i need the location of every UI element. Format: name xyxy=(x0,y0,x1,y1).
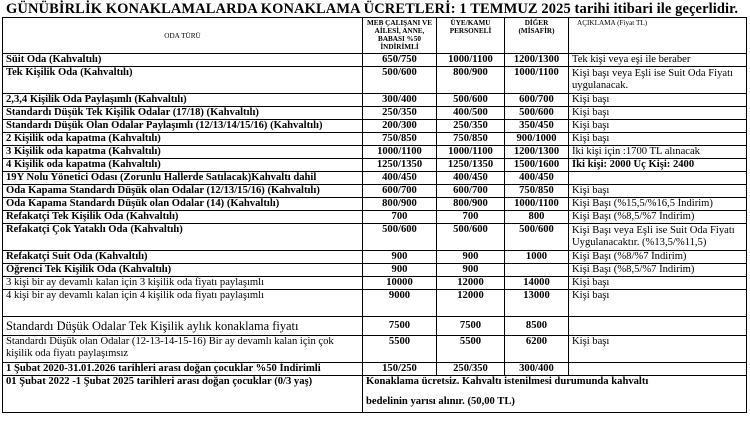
header-description: AÇIKLAMA (Fiyat TL) xyxy=(569,18,747,54)
row-member: 400/450 xyxy=(437,172,505,185)
row-desc xyxy=(569,317,747,336)
row-name: 4 kişi bir ay devamlı kalan için 4 kişilik oda fiyatı paylaşımlı xyxy=(3,290,363,317)
row-desc: Kişi başı xyxy=(569,277,747,290)
row-member: 900 xyxy=(437,264,505,277)
row-desc: Kişi başı xyxy=(569,94,747,107)
row-other: 6200 xyxy=(505,336,569,363)
header-other: DİĞER (MİSAFİR) xyxy=(505,18,569,54)
table-row xyxy=(3,211,747,224)
row-name: Standardı Düşük Tek Kişilik Odalar (17/18) (Kahvaltılı) xyxy=(3,107,363,120)
header-row xyxy=(3,18,747,54)
row-name: Oda Kapama Standardı Düşük olan Odalar (14) (Kahvaltılı) xyxy=(3,198,363,211)
row-name: 1 Şubat 2020-31.01.2026 tarihleri arası doğan çocuklar %50 İndirimli xyxy=(3,363,363,376)
footer-right xyxy=(363,376,747,413)
row-meb: 300/400 xyxy=(363,94,437,107)
table-row xyxy=(3,67,747,94)
footer-left: 01 Şubat 2022 -1 Şubat 2025 tarihleri arası doğan çocuklar (0/3 yaş) xyxy=(3,376,363,413)
table-row xyxy=(3,363,747,376)
row-meb: 200/300 xyxy=(363,120,437,133)
row-meb: 500/600 xyxy=(363,67,437,94)
table-row xyxy=(3,277,747,290)
row-member: 1000/1100 xyxy=(437,54,505,67)
table-row xyxy=(3,264,747,277)
page-title: GÜNÜBİRLİK KONAKLAMALARDA KONAKLAMA ÜCRETLERİ: 1 TEMMUZ 2025 tarihi itibari ile geçerlidir. xyxy=(6,1,739,17)
row-member: 1250/1350 xyxy=(437,159,505,172)
row-meb: 800/900 xyxy=(363,198,437,211)
row-other: 350/450 xyxy=(505,120,569,133)
row-member: 400/500 xyxy=(437,107,505,120)
header-room-type: ODA TÜRÜ xyxy=(3,18,363,54)
row-member: 500/600 xyxy=(437,94,505,107)
row-member: 500/600 xyxy=(437,224,505,251)
row-member: 600/700 xyxy=(437,185,505,198)
table-row xyxy=(3,94,747,107)
table-row xyxy=(3,317,747,336)
row-name: Standardı Düşük Olan Odalar Paylaşımlı (12/13/14/15/16) (Kahvaltılı) xyxy=(3,120,363,133)
row-other: 900/1000 xyxy=(505,133,569,146)
row-member: 250/350 xyxy=(437,363,505,376)
row-name: Standardı Düşük olan Odalar (12-13-14-15-16) Bir ay devamlı kalan için çok kişilik oda fiyatı paylaşımsız xyxy=(3,336,363,363)
row-meb: 900 xyxy=(363,251,437,264)
row-other: 1000 xyxy=(505,251,569,264)
row-desc: Kişi başı xyxy=(569,107,747,120)
row-name: Refakatçi Suit Oda (Kahvaltılı) xyxy=(3,251,363,264)
table-row xyxy=(3,172,747,185)
row-meb: 500/600 xyxy=(363,224,437,251)
row-meb: 7500 xyxy=(363,317,437,336)
row-other: 400/450 xyxy=(505,172,569,185)
row-desc xyxy=(569,172,747,185)
row-meb: 1250/1350 xyxy=(363,159,437,172)
row-desc: İki kişi: 2000 Üç Kişi: 2400 xyxy=(569,159,747,172)
row-meb: 9000 xyxy=(363,290,437,317)
row-desc: Kişi başı veya Eşli ise Suit Oda Fiyatı uygulanacak. xyxy=(569,67,747,94)
row-name: 19Y Nolu Yönetici Odası (Zorunlu Hallerde Satılacak)Kahvaltı dahil xyxy=(3,172,363,185)
row-name: 3 kişi bir ay devamlı kalan için 3 kişilik oda fiyatı paylaşımlı xyxy=(3,277,363,290)
row-member: 900 xyxy=(437,251,505,264)
row-desc: Kişi Başı (%8,5/%7 İndirim) xyxy=(569,264,747,277)
row-name: 4 Kişilik oda kapatma (Kahvaltılı) xyxy=(3,159,363,172)
row-other: 500/600 xyxy=(505,224,569,251)
row-other: 1500/1600 xyxy=(505,159,569,172)
row-other: 8500 xyxy=(505,317,569,336)
header-meb: MEB ÇALIŞANI VE AİLESİ, ANNE, BABASI %50 İNDİRİMLİ xyxy=(363,18,437,54)
table-row xyxy=(3,133,747,146)
row-name: 2,3,4 Kişilik Oda Paylaşımlı (Kahvaltılı) xyxy=(3,94,363,107)
table-row xyxy=(3,336,747,363)
row-desc: Kişi başı xyxy=(569,120,747,133)
row-other: 600/700 xyxy=(505,94,569,107)
footer-right-line2: bedelinin yarısı alınır. (50,00 TL) xyxy=(366,396,515,407)
row-other: 500/600 xyxy=(505,107,569,120)
row-meb: 250/350 xyxy=(363,107,437,120)
table-row xyxy=(3,107,747,120)
row-name: Refakatçi Çok Yataklı Oda (Kahvaltılı) xyxy=(3,224,363,251)
row-member: 1000/1100 xyxy=(437,146,505,159)
row-other: 1000/1100 xyxy=(505,198,569,211)
row-other: 1200/1300 xyxy=(505,54,569,67)
row-name: Refakatçi Tek Kişilik Oda (Kahvaltılı) xyxy=(3,211,363,224)
row-other: 800 xyxy=(505,211,569,224)
header-member: ÜYE/KAMU PERSONELİ xyxy=(437,18,505,54)
table-row xyxy=(3,54,747,67)
row-other: 13000 xyxy=(505,290,569,317)
row-desc: Kişi Başı (%15,5/%16,5 İndirim) xyxy=(569,198,747,211)
row-desc xyxy=(569,363,747,376)
table-row xyxy=(3,146,747,159)
table-row xyxy=(3,251,747,264)
row-meb: 400/450 xyxy=(363,172,437,185)
row-member: 12000 xyxy=(437,290,505,317)
row-meb: 10000 xyxy=(363,277,437,290)
row-member: 250/350 xyxy=(437,120,505,133)
row-member: 800/900 xyxy=(437,198,505,211)
row-other: 1200/1300 xyxy=(505,146,569,159)
footer-right-line1: Konaklama ücretsiz. Kahvaltı istenilmesi durumunda kahvaltı xyxy=(366,376,649,387)
row-meb: 650/750 xyxy=(363,54,437,67)
table-row xyxy=(3,120,747,133)
row-desc: Kişi Başı veya Eşli ise Suit Oda Fiyatı Uygulanacaktır. (%13,5/%11,5) xyxy=(569,224,747,251)
row-desc: Kişi Başı (%8/%7 İndirim) xyxy=(569,251,747,264)
row-meb: 750/850 xyxy=(363,133,437,146)
row-desc: Kişi başı xyxy=(569,290,747,317)
table-row xyxy=(3,159,747,172)
row-member: 5500 xyxy=(437,336,505,363)
row-name: Süit Oda (Kahvaltılı) xyxy=(3,54,363,67)
row-other: 300/400 xyxy=(505,363,569,376)
row-desc: İki kişi için :1700 TL alınacak xyxy=(569,146,747,159)
row-desc: Kişi başı xyxy=(569,185,747,198)
row-name: Öğrenci Tek Kişilik Oda (Kahvaltılı) xyxy=(3,264,363,277)
row-meb: 5500 xyxy=(363,336,437,363)
row-desc: Kişi Başı (%8,5/%7 İndirim) xyxy=(569,211,747,224)
table-row xyxy=(3,198,747,211)
row-desc: Tek kişi veya eşi ile beraber xyxy=(569,54,747,67)
row-meb: 700 xyxy=(363,211,437,224)
row-name: 3 Kişilik oda kapatma (Kahvaltılı) xyxy=(3,146,363,159)
row-other: 14000 xyxy=(505,277,569,290)
table-row xyxy=(3,224,747,251)
row-name: Tek Kişilik Oda (Kahvaltılı) xyxy=(3,67,363,94)
row-member: 7500 xyxy=(437,317,505,336)
price-table xyxy=(2,17,747,413)
row-desc: Kişi başı xyxy=(569,133,747,146)
row-meb: 600/700 xyxy=(363,185,437,198)
footer-row xyxy=(3,376,747,413)
row-desc: Kişi başı xyxy=(569,336,747,363)
row-name: 2 Kişilik oda kapatma (Kahvaltılı) xyxy=(3,133,363,146)
row-meb: 900 xyxy=(363,264,437,277)
row-member: 12000 xyxy=(437,277,505,290)
row-member: 750/850 xyxy=(437,133,505,146)
row-meb: 1000/1100 xyxy=(363,146,437,159)
row-meb: 150/250 xyxy=(363,363,437,376)
row-other: 750/850 xyxy=(505,185,569,198)
table-row xyxy=(3,290,747,317)
row-name: Standardı Düşük Odalar Tek Kişilik aylık konaklama fiyatı xyxy=(3,317,363,336)
row-other: 1000/1100 xyxy=(505,67,569,94)
row-other xyxy=(505,264,569,277)
row-member: 800/900 xyxy=(437,67,505,94)
row-member: 700 xyxy=(437,211,505,224)
table-row xyxy=(3,185,747,198)
row-name: Oda Kapama Standardı Düşük olan Odalar (12/13/15/16) (Kahvaltılı) xyxy=(3,185,363,198)
